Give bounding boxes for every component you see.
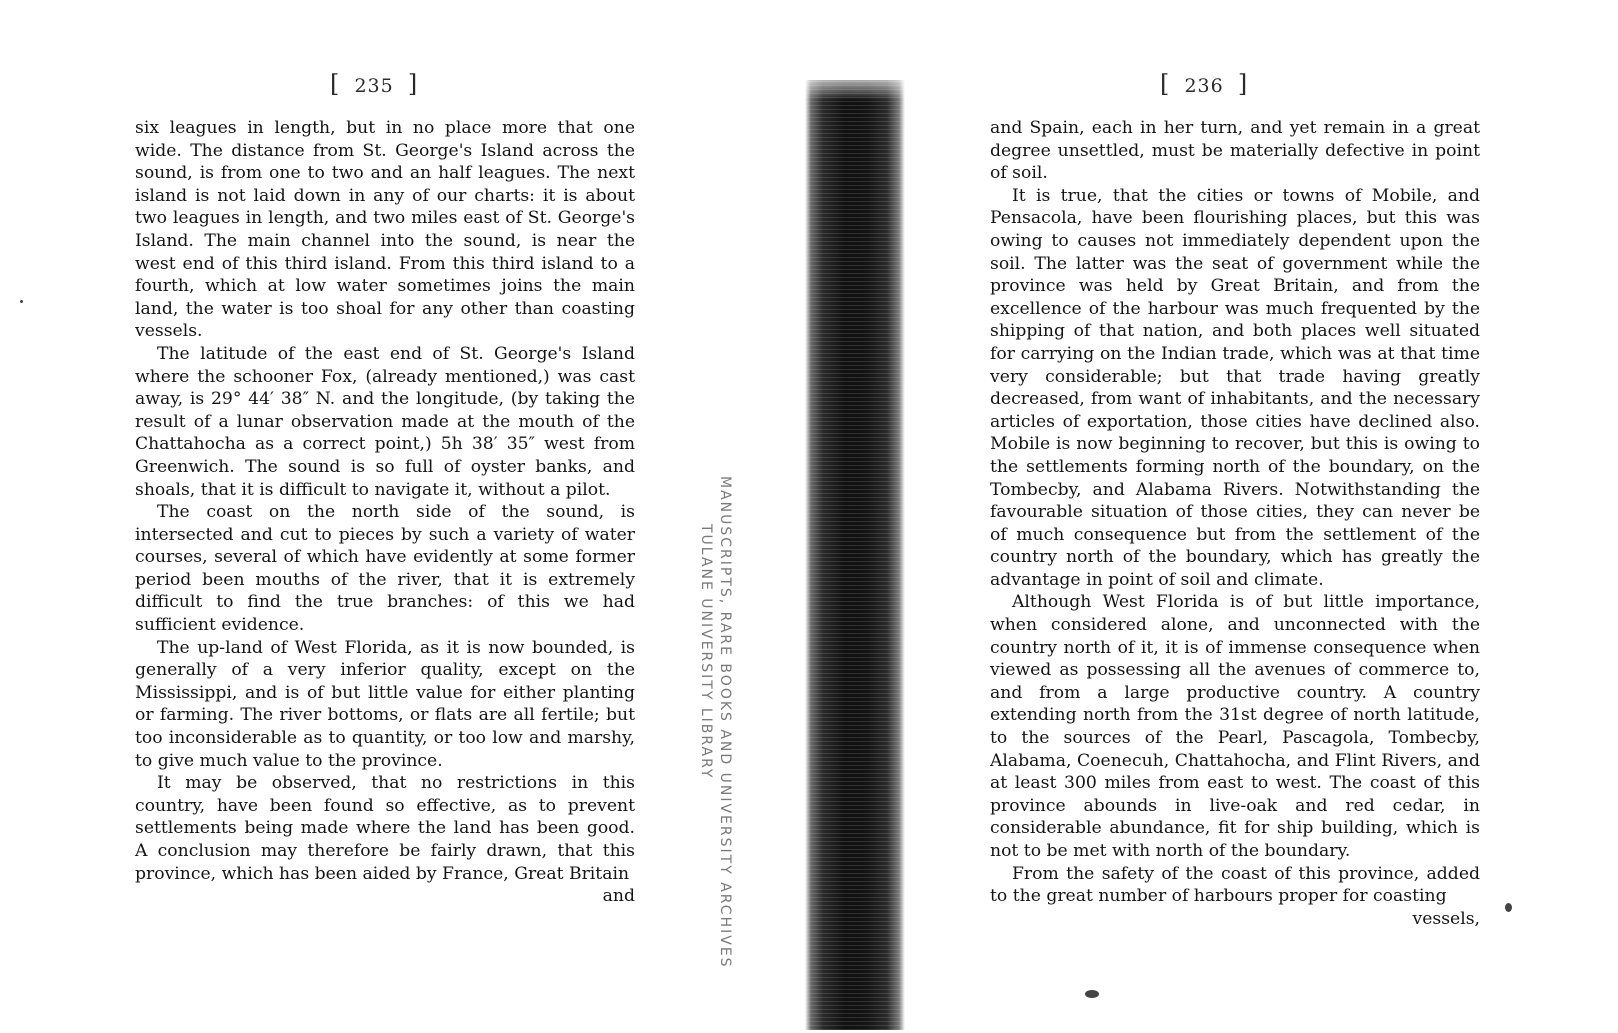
ink-speck xyxy=(20,300,23,303)
paragraph: The latitude of the east end of St. George's Island where the schooner Fox, (already mentioned,) was cast away, is 29° 44′ 38″ N. and the longitude, (by taking the result of a lunar observation made at the mouth of the Chattahocha as a correct point,) 5h 38′ 35″ west from Greenwich. The sound is so full of oyster banks, and shoals, that it is difficult to navigate it, without a pilot. xyxy=(135,343,635,500)
paragraph: It is true, that the cities or towns of Mobile, and Pensacola, have been flourishing places, but this was owing to causes not immediately dependent upon the soil. The latter was the seat of government while the province was held by Great Britain, and from the excellence of the harbour was much frequented by the shipping of that nation, and both places well situated for carrying on the Indian trade, which was at that time very considerable; but that trade having greatly decreased, from want of inhabitants, and the necessary articles of exportation, those cities have declined also. Mobile is now beginning to recover, but this is owing to the settlements forming north of the boundary, on the Tombecby, and Alabama Rivers. Notwithstanding the favourable situation of those cities, they can never be of much consequence but from the settlement of the country north of the boundary, which has greatly the advantage in point of soil and climate. xyxy=(990,185,1480,590)
catchword: and xyxy=(602,886,635,907)
left-page-text xyxy=(135,117,635,908)
gutter-fade xyxy=(805,70,905,100)
paragraph: and Spain, each in her turn, and yet remain in a great degree unsettled, must be materially defective in point of soil. xyxy=(990,118,1480,184)
paragraph: From the safety of the coast of this province, added to the great number of harbours proper for coasting xyxy=(990,863,1480,907)
ink-speck xyxy=(1505,903,1512,912)
ink-speck xyxy=(1085,990,1099,998)
book-gutter-shadow xyxy=(805,80,905,1030)
catchword: vessels, xyxy=(1412,908,1480,929)
paragraph: Although West Florida is of but little importance, when considered alone, and unconnected with the country north of it, it is of immense consequence when viewed as possessing all the avenues of commerce to, and from a large productive country. A country extending north from the 31st degree of north latitude, to the sources of the Pearl, Pascagola, Tombecby, Alabama, Coenecuh, Chattahocha, and Flint Rivers, and at least 300 miles from east to west. The coast of this province abounds in live-oak and red cedar, in considerable abundance, fit for ship building, which is not to be met with north of the boundary. xyxy=(990,592,1480,861)
library-stamp: MANUSCRIPTS, RARE BOOKS AND UNIVERSITY ARCHIVES TULANE UNIVERSITY LIBRARY xyxy=(698,476,733,969)
right-page-text xyxy=(990,117,1480,930)
paragraph: It may be observed, that no restrictions in this country, have been found so effective, as to prevent settlements being made where the land has been good. A conclusion may therefore be fairly drawn, that this province, which has been aided by France, Great Britain xyxy=(135,773,635,884)
right-page-number: [ 236 ] xyxy=(1160,70,1249,98)
paragraph: six leagues in length, but in no place more that one wide. The distance from St. George's Island across the sound, is from one to two and an half leagues. The next island is not laid down in any of our charts: it is about two leagues in length, and two miles east of St. George's Island. The main channel into the sound, is near the west end of this third island. From this third island to a fourth, which at low water sometimes joins the main land, the water is too shoal for any other than coasting vessels. xyxy=(135,118,635,342)
paragraph: The up-land of West Florida, as it is now bounded, is generally of a very inferior quality, except on the Mississippi, and is of but little value for either planting or farming. The river bottoms, or flats are all fertile; but too inconsiderable as to quantity, or too low and marshy, to give much value to the province. xyxy=(135,637,635,771)
paragraph: The coast on the north side of the sound, is intersected and cut to pieces by such a variety of water courses, several of which have evidently at some former period been mouths of the river, that it is extremely difficult to find the true branches: of this we had sufficient evidence. xyxy=(135,502,635,636)
left-page-number: [ 235 ] xyxy=(330,70,419,98)
